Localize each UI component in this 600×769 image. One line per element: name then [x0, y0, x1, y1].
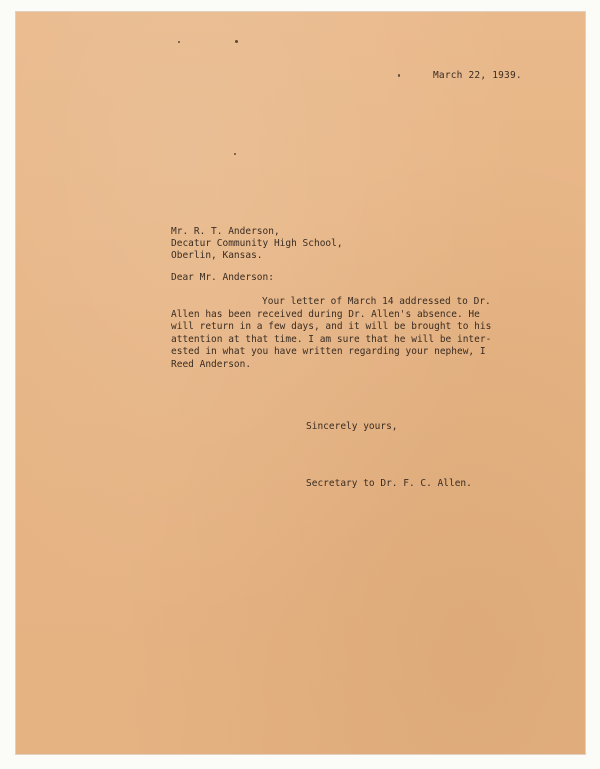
letter-date: March 22, 1939. [433, 70, 522, 81]
letter-page [16, 12, 585, 754]
address-line: Decatur Community High School, [171, 238, 343, 249]
paper-speck [178, 41, 180, 43]
body-line: ested in what you have written regarding your nephew, I [171, 346, 486, 357]
paper-speck [235, 40, 238, 43]
body-line: Reed Anderson. [171, 358, 252, 370]
salutation: Dear Mr. Anderson: [171, 272, 274, 283]
body-line: Your letter of March 14 addressed to Dr. [262, 296, 491, 307]
closing: Sincerely yours, [306, 421, 398, 432]
signature-line: Secretary to Dr. F. C. Allen. [306, 478, 472, 489]
body-line: will return in a few days, and it will be brought to his [171, 321, 492, 332]
body-line: attention at that time. I am sure that he will be inter- [171, 333, 492, 345]
body-line: Allen has been received during Dr. Allen's absence. He [171, 308, 480, 320]
address-line: Mr. R. T. Anderson, [171, 226, 280, 237]
letter-body [171, 296, 531, 371]
address-line: Oberlin, Kansas. [171, 250, 263, 261]
paper-speck [234, 153, 236, 155]
paper-speck [398, 74, 400, 77]
recipient-address [171, 226, 343, 262]
